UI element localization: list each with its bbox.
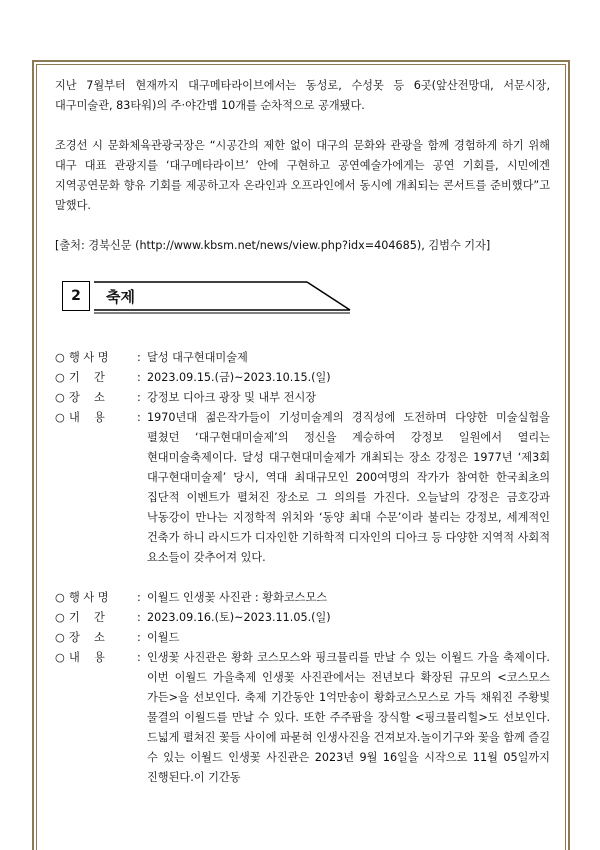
section-header	[62, 281, 352, 315]
intro-text-block	[55, 76, 550, 256]
section-title: 축제	[106, 288, 135, 306]
events-list	[55, 348, 550, 788]
bullet-icon: ○	[55, 631, 65, 644]
bullet-icon: ○	[55, 611, 65, 624]
event-item	[55, 348, 550, 568]
event-place: 강정보 디아크 광장 및 내부 전시장	[147, 391, 317, 404]
section-title-decoration	[92, 281, 382, 315]
bullet-icon: ○	[55, 371, 65, 384]
event-place-row: ○ 장 소 : 강정보 디아크 광장 및 내부 전시장	[55, 388, 550, 408]
bullet-icon: ○	[55, 351, 65, 364]
event-period: 2023.09.16.(토)~2023.11.05.(일)	[147, 611, 331, 624]
event-item	[55, 588, 550, 788]
event-period-row: ○ 기 간 : 2023.09.15.(금)~2023.10.15.(일)	[55, 368, 550, 388]
event-place: 이월드	[147, 631, 180, 644]
event-name: 달성 대구현대미술제	[147, 351, 248, 364]
event-content: 인생꽃 사진관은 황화 코스모스와 핑크뮬리를 만날 수 있는 이월드 가을 축제이다.이번 이월드 가을축제 인생꽃 사진관에서는 전년보다 확장된 규모의 <코스모스 가든>을 선보인다. 축제 기간동안 1억만송이 황화코스모스로 가득 채워진 주황빛 물결의 이월드를 만날 수 있다. 또한 주주팜을 장식할 <핑크뮬리힐>도 선보인다. 드넓게 펼쳐진 꽃들 사이에 파묻혀 인생사진을 건져보자.놀이기구와 꽃을 함께 즐길 수 있는 이월드 인생꽃 사진관은 2023년 9월 16일을 시작으로 11월 05일까지 진행된다.이 기간동	[147, 651, 551, 784]
bullet-icon: ○	[55, 651, 65, 664]
event-content-row: ○ 내 용 :	[55, 648, 550, 668]
section-number-box	[62, 281, 90, 311]
bullet-icon: ○	[55, 391, 65, 404]
event-content: 1970년대 젊은작가들이 기성미술계의 경직성에 도전하며 다양한 미술실험을 펼쳤던 ‘대구현대미술제’의 정신을 계승하여 강정보 일원에서 열리는 현대미술축제이다. 달성 대구현대미술제가 개최되는 장소 강정은 1977년 ‘제3회 대구현대미술제’ 당시, 역대 최대규모인 200여명의 작가가 참여한 한국최초의 집단적 이벤트가 펼쳐진 장소로 그 의의를 가진다. 오늘날의 강정은 금호강과 낙동강이 만나는 지정학적 위치와 ‘동양 최대 수문’이라 불리는 강정보, 세계적인 건축가 하니 라시드가 디자인한 기하학적 디자인의 디아크 등 다양한 지역적 사회적 요소들이 갖추어져 있다.	[147, 411, 551, 564]
event-name-row: ○ 행 사 명 : 달성 대구현대미술제	[55, 348, 550, 368]
event-content-row: ○ 내 용 :	[55, 408, 550, 428]
bullet-icon: ○	[55, 411, 65, 424]
bullet-icon: ○	[55, 591, 65, 604]
paragraph-1: 지난 7월부터 현재까지 대구메타라이브에서는 동성로, 수성못 등 6곳(앞산전망대, 서문시장, 대구미술관, 83타워)의 주·야간맵 10개를 순차적으로 공개됐다.	[55, 79, 550, 112]
event-name: 이월드 인생꽃 사진관 : 황화코스모스	[147, 591, 328, 604]
event-period: 2023.09.15.(금)~2023.10.15.(일)	[147, 371, 331, 384]
event-place-row: ○ 장 소 : 이월드	[55, 628, 550, 648]
paragraph-2: 조경선 시 문화체육관광국장은 “시공간의 제한 없이 대구의 문화와 관광을 함께 경험하게 하기 위해 대구 대표 관광지를 ‘대구메타라이브’ 안에 구현하고 공연예술가에게는 공연 기회를, 시민에겐 지역공연문화 향유 기회를 제공하고자 온라인과 오프라인에서 동시에 개최되는 콘서트를 준비했다”고 말했다.	[55, 139, 550, 212]
section-number: 2	[71, 288, 81, 304]
event-name-row: ○ 행 사 명 : 이월드 인생꽃 사진관 : 황화코스모스	[55, 588, 550, 608]
source-citation: [출처: 경북신문 (http://www.kbsm.net/news/view.php?idx=404685), 김범수 기자]	[55, 239, 491, 252]
event-period-row: ○ 기 간 : 2023.09.16.(토)~2023.11.05.(일)	[55, 608, 550, 628]
